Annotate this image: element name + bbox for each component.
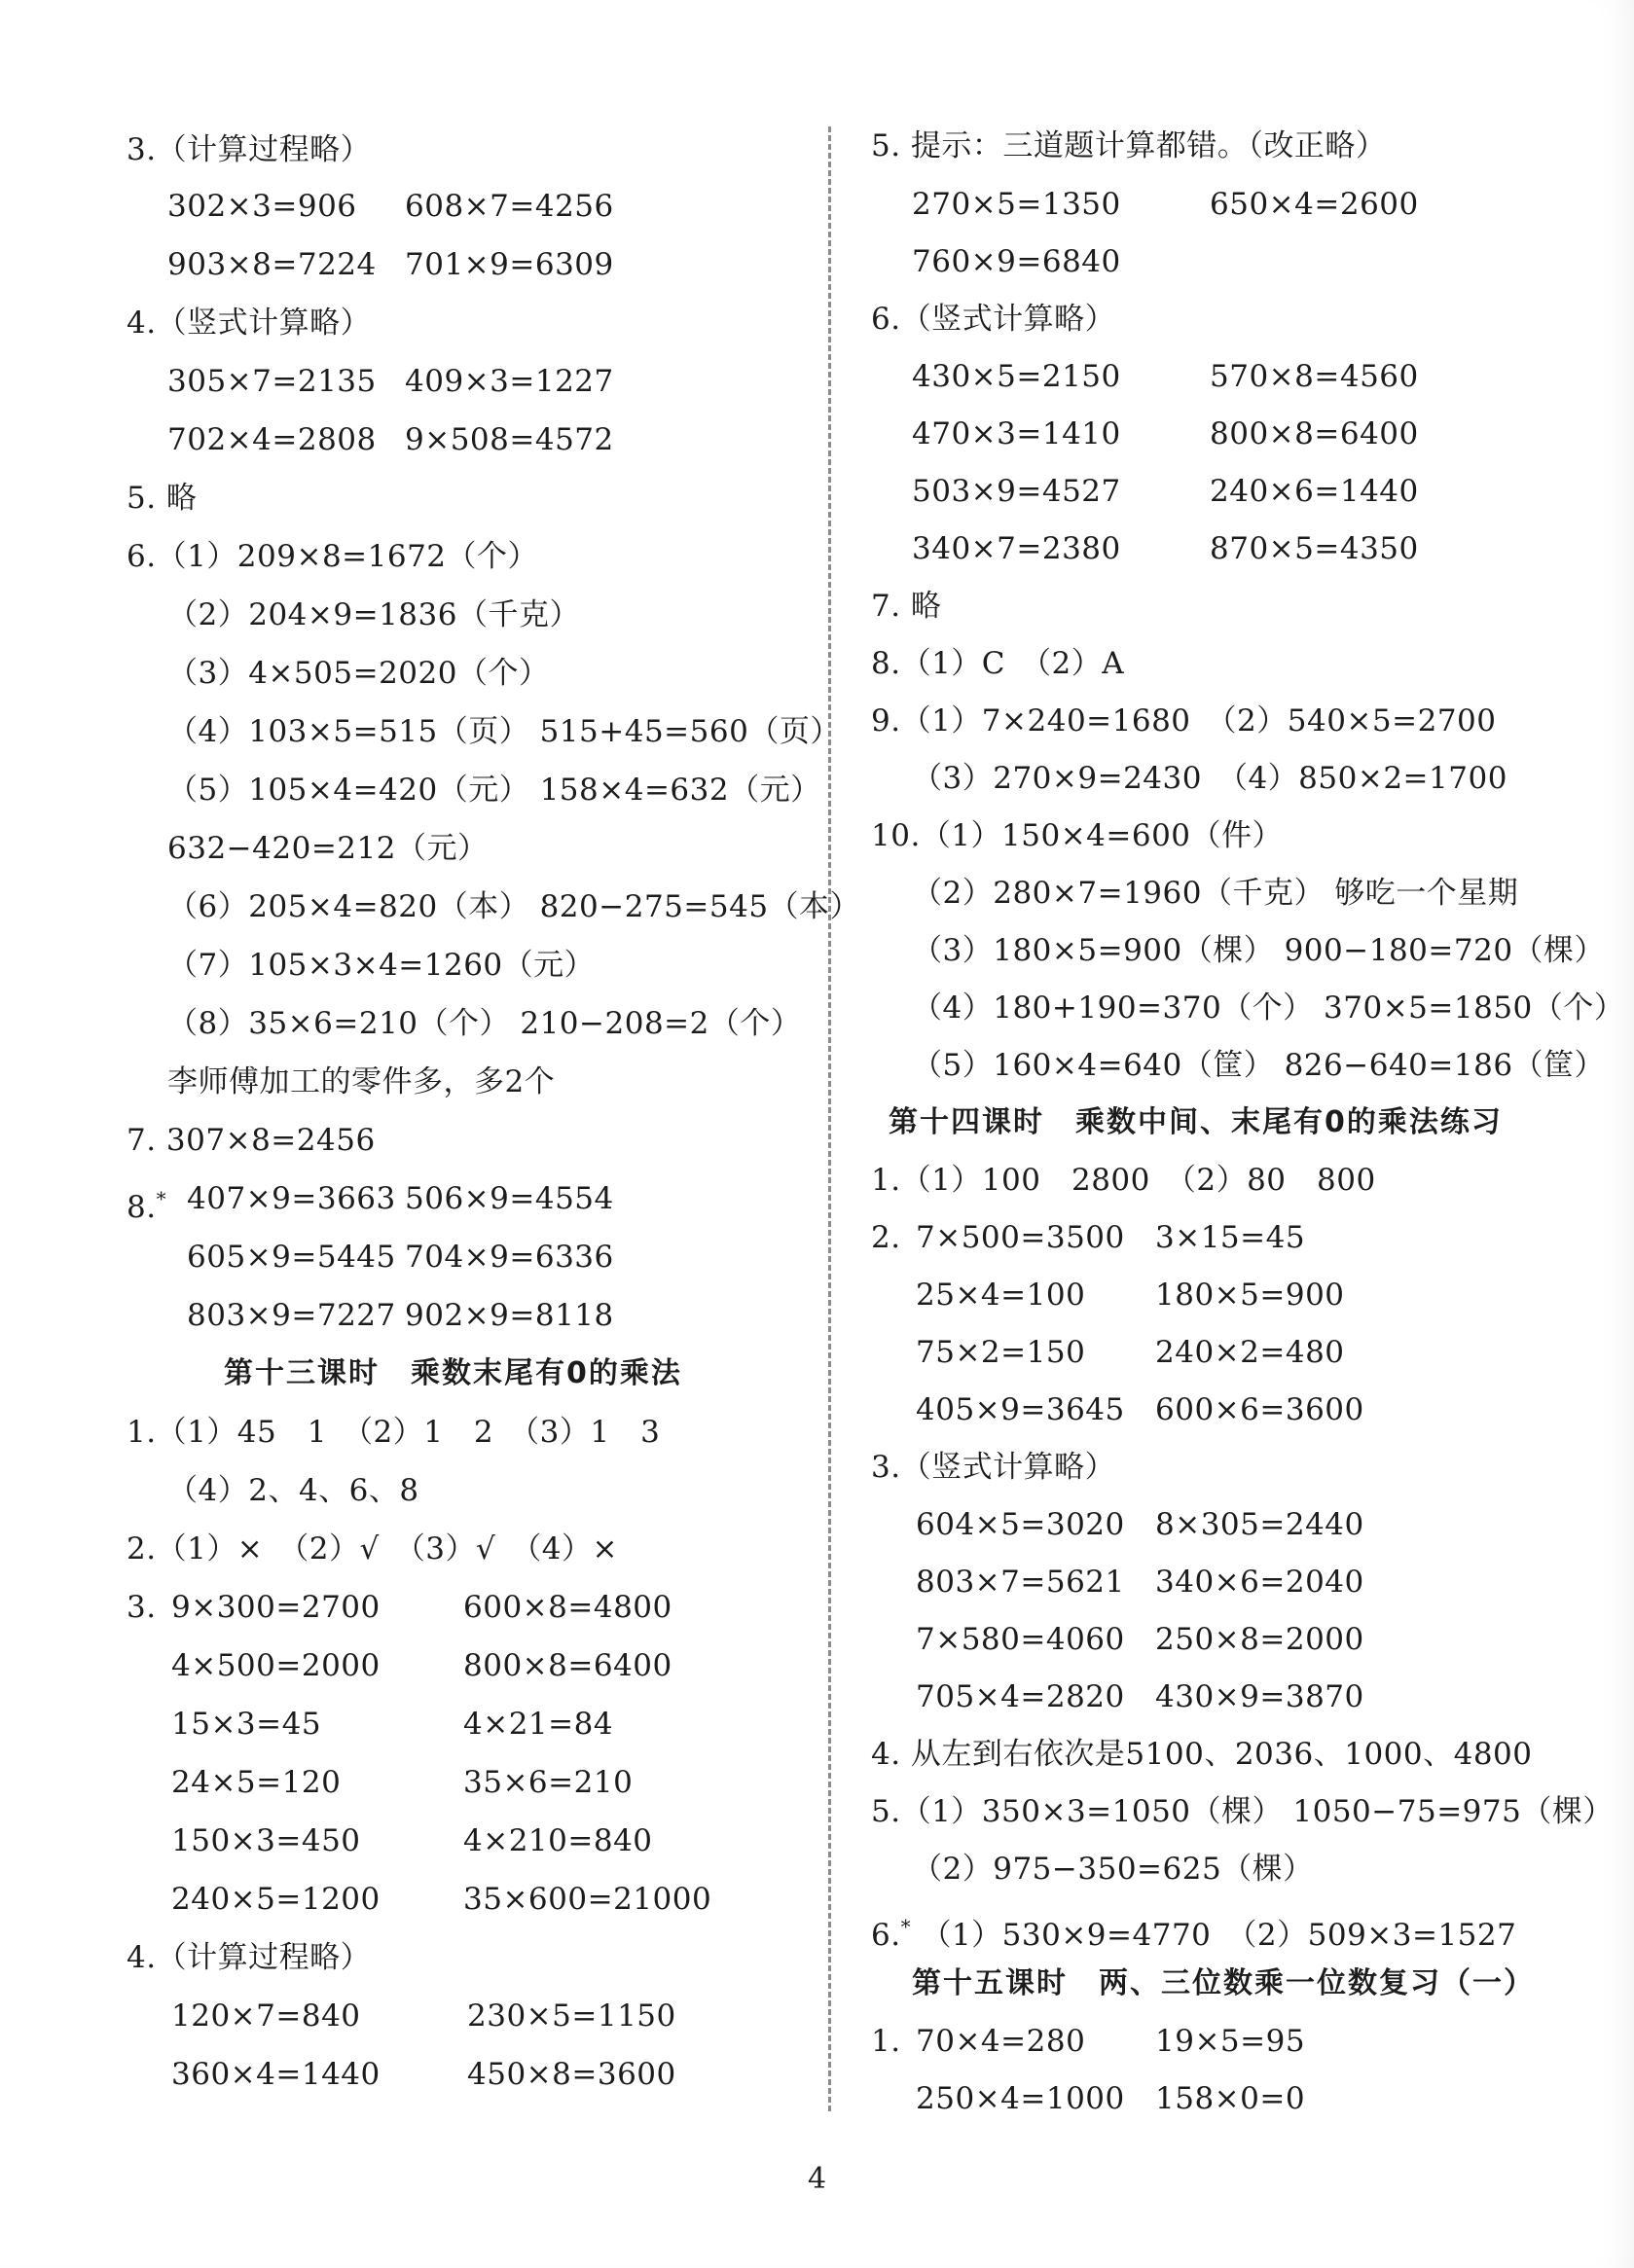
equation: 600×6=3600 bbox=[1155, 1392, 1364, 1427]
equation: 24×5=120 bbox=[171, 1765, 342, 1800]
question-6-label: 6.（竖式计算略） bbox=[871, 302, 1116, 337]
question-number: 6. bbox=[871, 1918, 901, 1953]
question-10-part-2: （2）280×7=1960（千克） 够吃一个星期 bbox=[912, 876, 1519, 911]
question-10-part-5: （5）160×4=640（筐） 826−640=186（筐） bbox=[912, 1048, 1606, 1083]
question-6-part-5-cont: 632−420=212（元） bbox=[167, 831, 489, 866]
equation: 240×2=480 bbox=[1155, 1335, 1345, 1370]
question-5: 5. 略 bbox=[127, 481, 198, 516]
question-6-part-7: （7）105×3×4=1260（元） bbox=[167, 948, 596, 983]
equation: 158×0=0 bbox=[1155, 2081, 1306, 2116]
equation: 15×3=45 bbox=[171, 1707, 322, 1742]
equation: 608×7=4256 bbox=[405, 189, 614, 224]
question-4-label: 4.（竖式计算略） bbox=[127, 306, 372, 341]
equation: 701×9=6309 bbox=[405, 247, 614, 282]
equation: 25×4=100 bbox=[916, 1278, 1086, 1313]
equation: 305×7=2135 bbox=[167, 364, 377, 399]
equation-row bbox=[127, 1179, 614, 1227]
equation-row bbox=[167, 362, 614, 401]
lesson13-question-1: 1.（1）45 1 （2）1 2 （3）1 3 bbox=[127, 1415, 661, 1450]
question-number: 1. bbox=[871, 2024, 901, 2059]
equation: 7×500=3500 bbox=[916, 1220, 1125, 1255]
equation: 120×7=840 bbox=[171, 1998, 361, 2034]
equation: 650×4=2600 bbox=[1210, 187, 1419, 222]
equation: 302×3=906 bbox=[167, 189, 357, 224]
equation: 470×3=1410 bbox=[912, 416, 1121, 451]
question-10-part-4: （4）180+190=370（个） 370×5=1850（个） bbox=[912, 990, 1625, 1026]
equation: 250×8=2000 bbox=[1155, 1622, 1364, 1657]
lesson13-question-4-label: 4.（计算过程略） bbox=[127, 1940, 372, 1975]
equation: 450×8=3600 bbox=[467, 2057, 676, 2092]
equation: 240×6=1440 bbox=[1210, 474, 1419, 509]
equation: 702×4=2808 bbox=[167, 422, 377, 457]
equation: 75×2=150 bbox=[916, 1335, 1086, 1370]
equation: 407×9=3663 bbox=[187, 1181, 396, 1216]
question-10-part-1: 10.（1）150×4=600（件） bbox=[871, 818, 1284, 853]
equation: 803×7=5621 bbox=[916, 1565, 1125, 1600]
equation: 506×9=4554 bbox=[405, 1181, 614, 1216]
equation: 760×9=6840 bbox=[912, 244, 1121, 279]
equation: 35×6=210 bbox=[463, 1765, 634, 1800]
question-number: 2. bbox=[871, 1220, 901, 1255]
equation: 604×5=3020 bbox=[916, 1507, 1125, 1542]
question-8: 8.（1）C （2）A bbox=[871, 646, 1125, 681]
lesson14-question-3-label: 3.（竖式计算略） bbox=[871, 1450, 1116, 1485]
equation: 705×4=2820 bbox=[916, 1679, 1125, 1714]
column-divider bbox=[828, 126, 831, 2111]
equation: 605×9=5445 bbox=[187, 1240, 396, 1275]
lesson14-question-4: 4. 从左到右依次是5100、2036、1000、4800 bbox=[871, 1737, 1533, 1772]
equation-row bbox=[871, 1218, 1306, 1257]
equation: 4×500=2000 bbox=[171, 1648, 381, 1683]
section-heading: 第十三课时 乘数末尾有0的乘法 bbox=[224, 1356, 682, 1390]
question-6-part-3: （3）4×505=2020（个） bbox=[167, 656, 550, 691]
equation: 180×5=900 bbox=[1155, 1278, 1345, 1313]
lesson14-question-1: 1.（1）100 2800 （2）80 800 bbox=[871, 1163, 1376, 1198]
equation: 360×4=1440 bbox=[171, 2057, 381, 2092]
equation: 240×5=1200 bbox=[171, 1882, 381, 1917]
question-5: 5. 提示：三道题计算都错。（改正略） bbox=[871, 128, 1387, 163]
equation: 4×210=840 bbox=[463, 1823, 653, 1858]
equation: 9×508=4572 bbox=[405, 422, 614, 457]
equation: 4×21=84 bbox=[463, 1707, 614, 1742]
equation: 35×600=21000 bbox=[463, 1882, 712, 1917]
section-heading: 第十五课时 两、三位数乘一位数复习（一） bbox=[912, 1966, 1535, 2000]
lesson14-question-5-part-1: 5.（1）350×3=1050（棵） 1050−75=975（棵） bbox=[871, 1794, 1614, 1829]
equation: 250×4=1000 bbox=[916, 2081, 1125, 2116]
question-6-part-6: （6）205×4=820（本） 820−275=545（本） bbox=[167, 889, 861, 924]
question-8-number: 8. bbox=[127, 1190, 157, 1225]
star-mark: * bbox=[900, 1915, 912, 1938]
equation: 902×9=8118 bbox=[405, 1298, 614, 1333]
equation: 600×8=4800 bbox=[463, 1590, 672, 1625]
equation: 9×300=2700 bbox=[171, 1590, 381, 1625]
equation: 800×8=6400 bbox=[463, 1648, 672, 1683]
equation: 870×5=4350 bbox=[1210, 531, 1419, 566]
equation: 409×3=1227 bbox=[405, 364, 614, 399]
equation: 340×7=2380 bbox=[912, 531, 1121, 566]
question-6-part-1: 6.（1）209×8=1672（个） bbox=[127, 539, 539, 574]
question-7: 7. 略 bbox=[871, 589, 942, 624]
equation-row bbox=[871, 2022, 1306, 2061]
question-9-line-2: （3）270×9=2430 （4）850×2=1700 bbox=[912, 761, 1507, 796]
question-6-part-4: （4）103×5=515（页） 515+45=560（页） bbox=[167, 714, 841, 749]
equation: 803×9=7227 bbox=[187, 1298, 396, 1333]
equation: 19×5=95 bbox=[1155, 2024, 1306, 2059]
section-heading: 第十四课时 乘数中间、末尾有0的乘法练习 bbox=[889, 1105, 1503, 1139]
question-6-part-8: （8）35×6=210（个） 210−208=2（个） bbox=[167, 1006, 802, 1041]
page-number: 4 bbox=[807, 2162, 827, 2196]
equation: 800×8=6400 bbox=[1210, 416, 1419, 451]
question-9-line-1: 9.（1）7×240=1680 （2）540×5=2700 bbox=[871, 703, 1497, 738]
equation: 3×15=45 bbox=[1155, 1220, 1306, 1255]
question-6-part-8-cont: 李师傅加工的零件多，多2个 bbox=[167, 1064, 556, 1099]
answer-text: （1）530×9=4770 （2）509×3=1527 bbox=[921, 1918, 1517, 1953]
lesson14-question-5-part-2: （2）975−350=625（棵） bbox=[912, 1852, 1314, 1887]
equation: 903×8=7224 bbox=[167, 247, 377, 282]
question-number: 3. bbox=[127, 1590, 157, 1625]
question-6-part-5: （5）105×4=420（元） 158×4=632（元） bbox=[167, 773, 821, 808]
question-7: 7. 307×8=2456 bbox=[127, 1123, 376, 1158]
equation-row bbox=[167, 245, 614, 284]
equation: 704×9=6336 bbox=[405, 1240, 614, 1275]
star-mark: * bbox=[156, 1187, 167, 1210]
equation: 430×5=2150 bbox=[912, 359, 1121, 394]
equation: 405×9=3645 bbox=[916, 1392, 1125, 1427]
lesson14-question-6 bbox=[871, 1907, 1516, 1955]
equation: 570×8=4560 bbox=[1210, 359, 1419, 394]
lesson13-question-2: 2.（1）× （2）√ （3）√ （4）× bbox=[127, 1531, 618, 1566]
question-10-part-3: （3）180×5=900（棵） 900−180=720（棵） bbox=[912, 933, 1606, 968]
equation-row bbox=[167, 420, 614, 459]
question-6-part-2: （2）204×9=1836（千克） bbox=[167, 597, 580, 632]
equation: 8×305=2440 bbox=[1155, 1507, 1364, 1542]
lesson13-question-1-cont: （4）2、4、6、8 bbox=[167, 1473, 419, 1508]
equation: 503×9=4527 bbox=[912, 474, 1121, 509]
question-3-label: 3.（计算过程略） bbox=[127, 132, 372, 167]
equation: 230×5=1150 bbox=[467, 1998, 676, 2034]
equation-row bbox=[127, 1588, 672, 1627]
equation: 150×3=450 bbox=[171, 1823, 361, 1858]
equation-row bbox=[167, 187, 614, 226]
equation: 270×5=1350 bbox=[912, 187, 1121, 222]
equation: 70×4=280 bbox=[916, 2024, 1086, 2059]
equation: 340×6=2040 bbox=[1155, 1565, 1364, 1600]
equation: 430×9=3870 bbox=[1155, 1679, 1364, 1714]
equation: 7×580=4060 bbox=[916, 1622, 1125, 1657]
